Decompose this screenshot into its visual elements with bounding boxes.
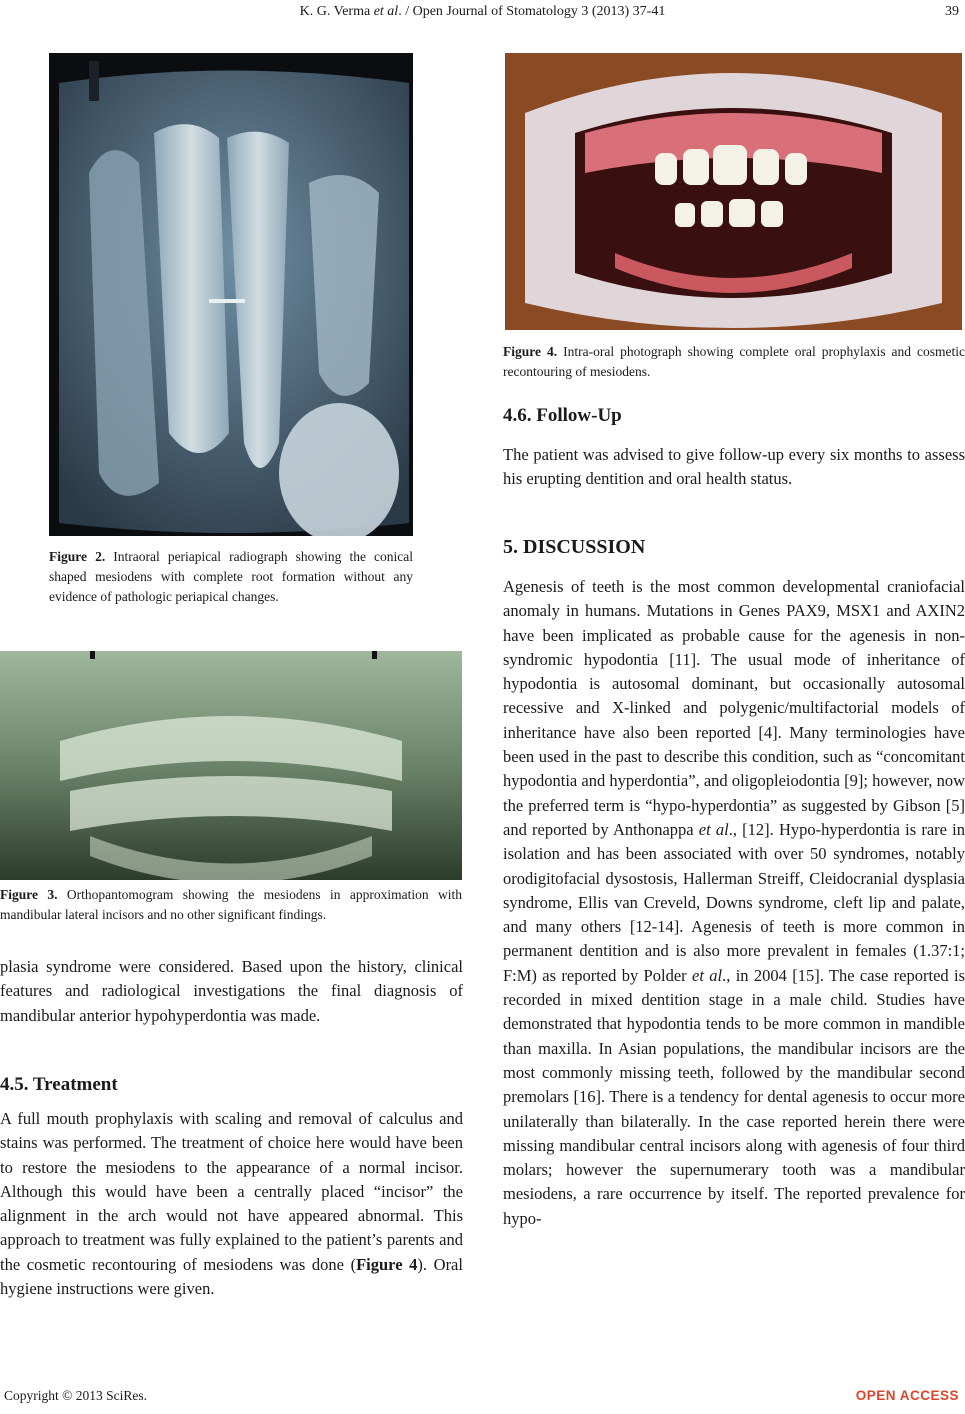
figure-2-radiograph: [49, 53, 413, 536]
discussion-et-al-1: et al: [698, 819, 729, 839]
figure-3-label: Figure 3.: [0, 887, 58, 902]
footer-open-access: OPEN ACCESS: [855, 1388, 959, 1403]
figure-4-label: Figure 4.: [503, 344, 558, 359]
heading-discussion: 5. DISCUSSION: [503, 536, 646, 558]
figure-4-photograph: [505, 53, 962, 330]
footer-copyright: Copyright © 2013 SciRes.: [4, 1388, 148, 1403]
left-continuation-paragraph: plasia syndrome were considered. Based upon the history, clinical features and radiological investigations the final diagnosis of mandibular anterior hypohyperdontia was made.: [0, 957, 463, 1025]
intraoral-photo-image: [505, 53, 962, 330]
figure-2-label: Figure 2.: [49, 549, 106, 564]
radiograph-image: [49, 53, 413, 536]
follow-up-paragraph: The patient was advised to give follow-up every six months to assess his erupting dentition and oral health status.: [503, 445, 965, 489]
discussion-text-2: ., [12]. Hypo-hyperdontia is rare in isolation and has been associated with over 50 syndromes, notably orodigitofacial dysostosis, Hallerman Streiff, Cleidocranial dysplasia syndrome, Ellis van Creveld, Downs syndrome, cleft lip and palate, and many others [12-14]. Agenesis of teeth is more common in permanent dentition and is also more prevalent in females (1.37:1; F:M) as reported by Polder: [503, 819, 965, 985]
treatment-text-2: ). Oral hygiene instructions were given.: [0, 1254, 463, 1299]
discussion-et-al-2: et al: [692, 965, 723, 985]
discussion-text-1: Agenesis of teeth is the most common developmental craniofacial anomaly in humans. Mutations in Genes PAX9, MSX1 and AXIN2 have been implicated as probable cause for the agenesis in non-syndromic hypodontia [11]. The usual mode of inheritance of hypodontia is autosomal dominant, but occasionally autosomal recessive and X-linked and polygenic/multifactorial models of inheritance have also been reported [4]. Many terminologies have been used in the past to describe this condition, such as “concomitant hypodontia and hyperdontia”, and oligopleiodontia [9]; however, now the preferred term is “hypo-hyperdontia” as suggested by Gibson [5] and reported by Anthonappa: [503, 577, 965, 839]
figure-4-caption-text: Intra-oral photograph showing complete oral prophylaxis and cosmetic recontouring of mesiodens.: [503, 344, 965, 379]
figure-3-orthopantomogram: [0, 651, 462, 880]
heading-follow-up: 4.6. Follow-Up: [503, 405, 622, 426]
running-header: [0, 4, 965, 24]
discussion-paragraph: [503, 575, 965, 1231]
treatment-paragraph: [0, 1107, 463, 1301]
figure-4-reference[interactable]: Figure 4: [356, 1254, 418, 1274]
figure-3-caption: [0, 885, 462, 925]
figure-2-caption: [49, 547, 413, 607]
treatment-text-1: A full mouth prophylaxis with scaling and removal of calculus and stains was performed. The treatment of choice here would have been to restore the mesiodens to the appearance of a normal incisor. Although this would have been a centrally placed “incisor” the alignment in the arch would not have appeared abnormal. This approach to treatment was fully explained to the patient’s parents and the cosmetic recontouring of mesiodens was done (: [0, 1109, 463, 1274]
figure-2-caption-text: Intraoral periapical radiograph showing the conical shaped mesiodens with complete root formation without any evidence of pathologic periapical changes.: [49, 549, 414, 604]
heading-treatment: 4.5. Treatment: [0, 1074, 118, 1095]
header-et-al: et al: [373, 4, 399, 19]
figure-3-caption-text: Orthopantomogram showing the mesiodens in approximation with mandibular lateral incisors and no other significant findings.: [0, 887, 463, 922]
header-journal: . / Open Journal of Stomatology 3 (2013) 37-41: [398, 4, 666, 19]
header-authors: K. G. Verma: [299, 4, 371, 19]
orthopantomogram-image: [0, 651, 462, 880]
discussion-text-3: ., in 2004 [15]. The case reported is recorded in mixed dentition stage in a male child. Studies have demonstrated that hypodontia tends to be more common in mandible than maxilla. In Asian populations, the mandibular incisors are the most commonly missing teeth, followed by the mandibular second premolars [16]. There is a tendency for dental agenesis to occur more unilaterally than bilaterally. In the case reported herein there were missing mandibular central incisors along with agenesis of four third molars; however the supernumerary tooth was a mandibular mesiodens, a rare occurrence by itself. The reported prevalence for hypo-: [503, 965, 965, 1228]
page-number: 39: [945, 4, 959, 19]
figure-4-caption: [503, 342, 965, 382]
